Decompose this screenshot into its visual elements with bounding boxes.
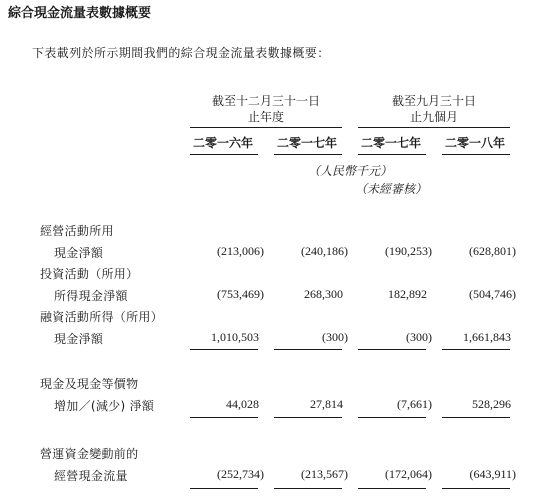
- cell-net-change-2017-nm: (7,661): [397, 397, 432, 411]
- section-heading: 綜合現金流量表數據概要: [8, 6, 152, 21]
- row-label-pre-wc-line2: 經營現金流量: [54, 469, 128, 483]
- column-header-2016: 二零一六年: [192, 136, 253, 150]
- column-rule-4: [442, 154, 510, 155]
- cell-operating-2018-nm: (628,801): [469, 244, 516, 258]
- cell-pre-wc-2017-nm: (172,064): [385, 467, 432, 481]
- cell-investing-2016: (753,469): [217, 287, 264, 301]
- cell-investing-2017: 268,300: [304, 287, 343, 301]
- total-rule-3: [358, 417, 426, 418]
- column-rule-1: [190, 154, 258, 155]
- intro-text: 下表載列於所示期間我們的綜合現金流量表數據概要：: [32, 46, 330, 60]
- row-label-pre-wc-line1: 營運資金變動前的: [40, 447, 139, 461]
- cell-operating-2016: (213,006): [217, 244, 264, 258]
- cell-operating-2017: (240,186): [301, 244, 348, 258]
- cell-pre-wc-2017: (213,567): [301, 467, 348, 481]
- column-rule-2: [274, 154, 342, 155]
- cell-net-change-2018-nm: 528,296: [472, 397, 511, 411]
- cell-financing-2018-nm: 1,661,843: [463, 330, 511, 344]
- row-label-financing-line2: 現金淨額: [54, 332, 104, 346]
- bottom-rule-3: [358, 488, 426, 489]
- cell-net-change-2017: 27,814: [310, 397, 343, 411]
- subtotal-rule-2: [274, 349, 342, 350]
- cell-financing-2016: 1,010,503: [211, 330, 259, 344]
- total-rule-1: [190, 417, 258, 418]
- group-header-nine-months-line2: 止九個月: [409, 110, 458, 124]
- bottom-rule-1: [190, 488, 258, 489]
- total-rule-4: [442, 417, 510, 418]
- unaudited-note: （未經審核）: [355, 182, 428, 196]
- group-rule-year: [190, 127, 342, 128]
- bottom-rule-4: [442, 488, 510, 489]
- cell-operating-2017-nm: (190,253): [385, 244, 432, 258]
- column-header-2018-nine-months: 二零一八年: [444, 136, 505, 150]
- column-rule-3: [358, 154, 426, 155]
- column-header-2017-nine-months: 二零一七年: [360, 136, 421, 150]
- row-label-investing-line1: 投資活動（所用）: [40, 267, 139, 281]
- row-label-net-change-line1: 現金及現金等價物: [40, 377, 139, 391]
- group-header-year-line2: 止年度: [247, 110, 284, 124]
- cell-pre-wc-2018-nm: (643,911): [469, 467, 516, 481]
- cell-investing-2017-nm: 182,892: [388, 287, 427, 301]
- cell-pre-wc-2016: (252,734): [217, 467, 264, 481]
- unit-note: （人民幣千元）: [308, 164, 393, 178]
- cell-financing-2017: (300): [322, 330, 348, 344]
- subtotal-rule-4: [442, 349, 510, 350]
- cell-net-change-2016: 44,028: [226, 397, 259, 411]
- subtotal-rule-3: [358, 349, 426, 350]
- subtotal-rule-1: [190, 349, 258, 350]
- group-header-nine-months-line1: 截至九月三十日: [391, 94, 476, 108]
- row-label-financing-line1: 融資活動所得（所用）: [40, 310, 164, 324]
- column-header-2017: 二零一七年: [276, 136, 337, 150]
- group-header-year-line1: 截至十二月三十一日: [211, 94, 320, 108]
- row-label-operating-line1: 經營活動所用: [40, 224, 114, 238]
- cell-investing-2018-nm: (504,746): [469, 287, 516, 301]
- total-rule-2: [274, 417, 342, 418]
- group-rule-nine-months: [358, 127, 510, 128]
- bottom-rule-2: [274, 488, 342, 489]
- row-label-operating-line2: 現金淨額: [54, 246, 104, 260]
- cell-financing-2017-nm: (300): [406, 330, 432, 344]
- row-label-net-change-line2: 增加／(減少) 淨額: [54, 399, 155, 413]
- row-label-investing-line2: 所得現金淨額: [54, 289, 128, 303]
